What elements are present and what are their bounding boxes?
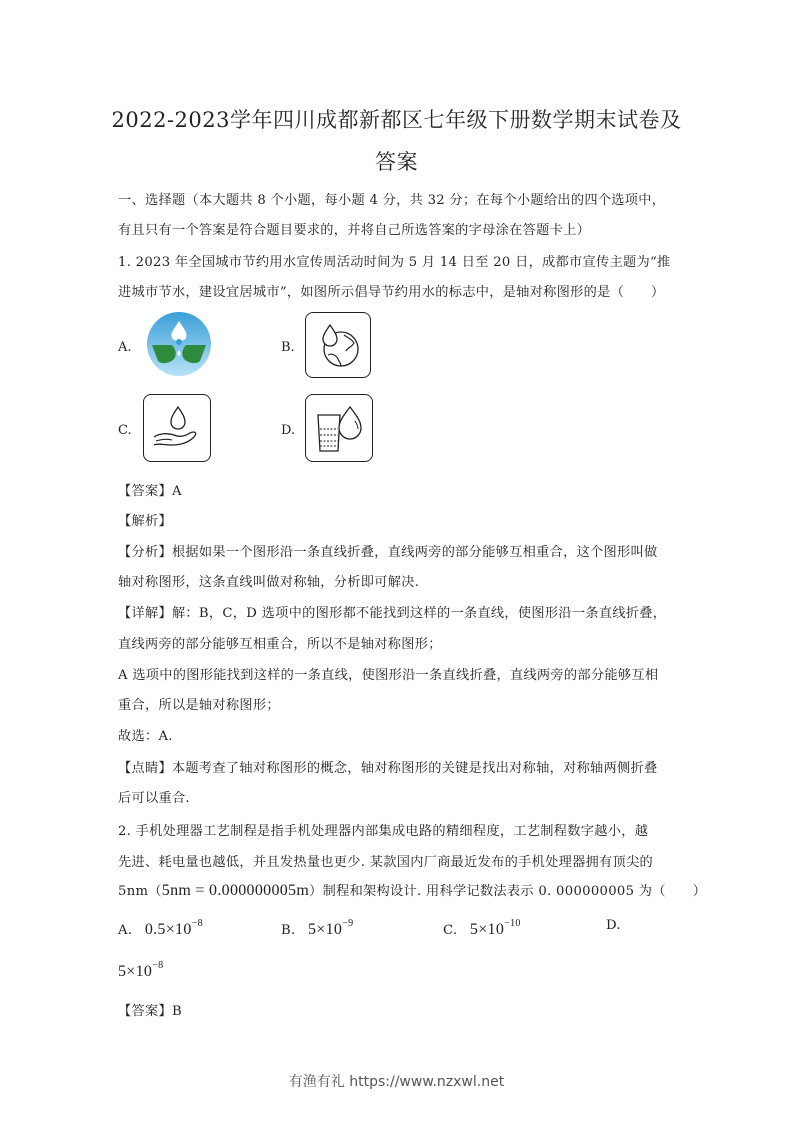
- q1-fenxi: 【分析】根据如果一个图形沿一条直线折叠，直线两旁的部分能够互相重合，这个图形叫做: [118, 545, 658, 560]
- q2-stem-math: 5nm = 0.000000005m: [161, 882, 310, 899]
- q1-option-a-label: A.: [118, 340, 132, 355]
- q2-option-d-exp: −8: [152, 960, 164, 971]
- q2-stem-cont2: [118, 880, 706, 900]
- footer-watermark: 有渔有礼 https://www.nzxwl.net: [288, 1074, 505, 1090]
- water-drop-hand-icon: [143, 394, 211, 462]
- q2-option-c-label: C.: [443, 923, 458, 938]
- section-instruction-cont: 有且只有一个答案是符合题目要求的，并将自己所选答案的字母涂在答题卡上）: [118, 223, 591, 238]
- q2-option-d-value: [118, 960, 163, 981]
- q2-option-c-exp: −10: [504, 918, 521, 929]
- q2-option-c-base: 5×10: [469, 921, 505, 938]
- q2-option-a-base: 0.5×10: [144, 921, 192, 938]
- water-saving-logo-icon: [146, 311, 212, 377]
- q2-stem-cont1: 先进、耗电量也越低，并且发热量也更少. 某款国内厂商最近发布的手机处理器拥有顶尖的: [118, 855, 653, 870]
- q2-option-c: [443, 918, 521, 939]
- document-title-line2: 答案: [375, 150, 418, 174]
- q1-option-d-label: D.: [281, 423, 296, 438]
- q2-option-a: [118, 918, 203, 939]
- q1-fenxi-cont: 轴对称图形，这条直线叫做对称轴，分析即可解决.: [118, 575, 420, 590]
- q2-stem-prefix: 5nm（: [118, 884, 162, 899]
- q2-option-b: [281, 918, 353, 939]
- q1-stem: 1. 2023 年全国城市节约用水宣传周活动时间为 5 月 14 日至 20 日，成都市宣传主题为“推: [118, 255, 671, 270]
- q1-option-b-label: B.: [281, 340, 295, 355]
- q1-stem-cont: 进城市节水，建设宜居城市”，如图所示倡导节约用水的标志中，是轴对称图形的是（ ）: [118, 285, 665, 300]
- q1-choice: 故选：A.: [118, 729, 173, 744]
- q1-dianjing-cont: 后可以重合.: [118, 791, 190, 806]
- q2-answer: 【答案】B: [118, 1004, 182, 1019]
- q1-dianjing: 【点睛】本题考查了轴对称图形的概念，轴对称图形的关键是找出对称轴，对称轴两侧折叠: [118, 761, 658, 776]
- water-drop-globe-icon: [305, 312, 371, 378]
- water-drop-cup-icon: [305, 394, 373, 462]
- q2-option-b-exp: −9: [342, 918, 354, 929]
- document-title-line1: 2022-2023学年四川成都新都区七年级下册数学期末试卷及: [111, 108, 682, 132]
- q1-xiangjie-cont3: 重合，所以是轴对称图形；: [118, 698, 280, 713]
- section-instruction: 一、选择题（本大题共 8 个小题，每小题 4 分，共 32 分；在每个小题给出的四个选项中，: [118, 193, 666, 208]
- q2-option-d-label: D.: [606, 918, 621, 933]
- q2-option-a-exp: −8: [191, 918, 203, 929]
- q2-stem-suffix: ）制程和架构设计. 用科学记数法表示 0. 000000005 为（ ）: [309, 884, 707, 899]
- q1-xiangjie-cont2: A 选项中的图形能找到这样的一条直线，使图形沿一条直线折叠，直线两旁的部分能够互相: [118, 668, 659, 683]
- q2-option-b-label: B.: [281, 923, 296, 938]
- q2-option-b-base: 5×10: [307, 921, 343, 938]
- q2-option-d-base: 5×10: [118, 963, 153, 980]
- q1-xiangjie-cont1: 直线两旁的部分能够互相重合，所以不是轴对称图形；: [118, 637, 442, 652]
- q1-option-c-label: C.: [118, 423, 132, 438]
- q1-answer: 【答案】A: [118, 484, 182, 499]
- q1-analysis-heading: 【解析】: [118, 514, 172, 529]
- q2-stem: 2. 手机处理器工艺制程是指手机处理器内部集成电路的精细程度，工艺制程数字越小，越: [118, 824, 649, 839]
- q2-option-a-label: A.: [118, 923, 133, 938]
- q1-xiangjie: 【详解】解：B，C，D 选项中的图形都不能找到这样的一条直线，使图形沿一条直线折叠，: [118, 606, 667, 621]
